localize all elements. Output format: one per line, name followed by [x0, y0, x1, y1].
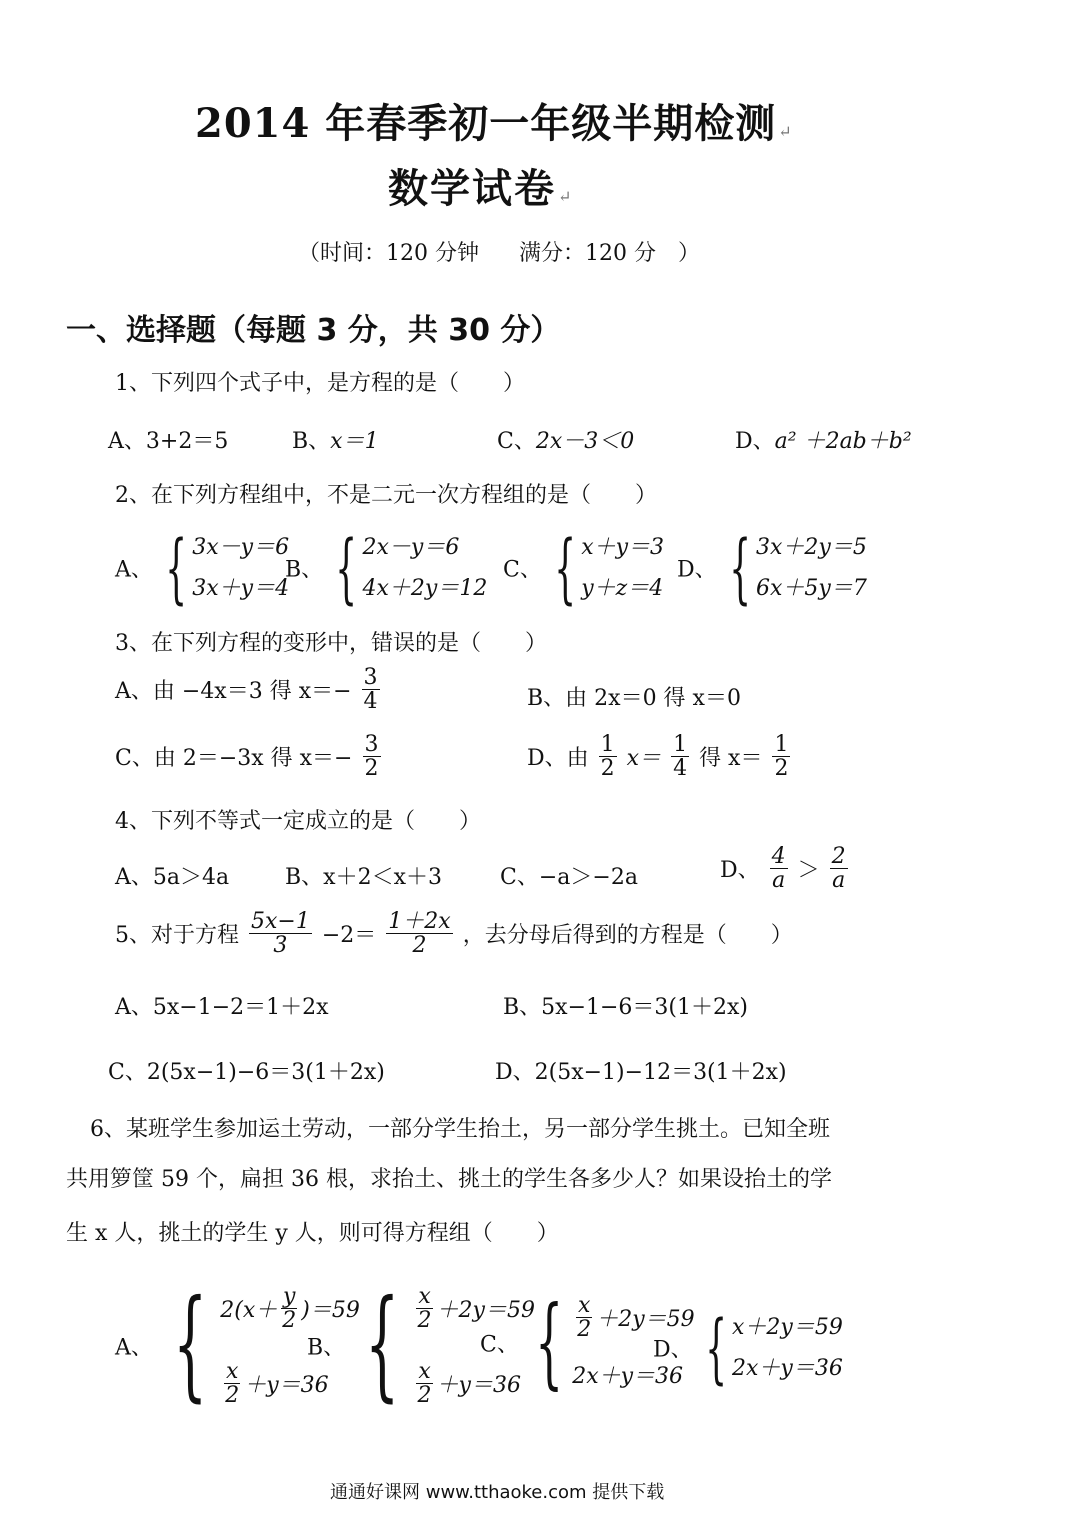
q3-option-d: D、由 $\frac{1}{2}$ x＝ $\frac{1}{4}$ 得 x＝ $\frac{1}{2}$: [527, 732, 789, 782]
q6-option-a: A、 { 2(x＋ $\frac{y}{2}$ )＝59 $\frac{x}{2}$ ＋y＝36: [115, 1275, 360, 1414]
return-mark: ↵: [558, 187, 574, 206]
q3-option-a: A、由 −4x＝3 得 x＝− $\frac{3}{4}$: [115, 665, 378, 715]
exam-full-score: 满分：120 分 ）: [519, 241, 700, 266]
q2-option-c: C、 { x＋y＝3 y＋z＝4: [503, 523, 665, 612]
q4-option-b: B、x＋2＜x＋3: [285, 865, 442, 890]
question-4-stem: 4、下列不等式一定成立的是（ ）: [115, 809, 481, 834]
equation-system: { 3x＋2y＝5 6x＋5y＝7: [728, 523, 867, 612]
exam-title-line2: 数学试卷 ↵: [388, 165, 574, 212]
q1-option-c: C、2x－3＜0: [497, 429, 635, 454]
q6-option-b: B、 { $\frac{x}{2}$ ＋2y＝59 $\frac{x}{2}$ ＋y＝36: [307, 1275, 535, 1414]
return-mark: ↵: [778, 122, 793, 141]
equation-system: { $\frac{x}{2}$ ＋2y＝59 2x＋y＝36: [534, 1286, 695, 1400]
q2-option-a: A、 { 3x－y＝6 3x＋y＝4: [115, 523, 290, 612]
q4-option-c: C、−a＞−2a: [500, 865, 638, 890]
equation-system: { 3x－y＝6 3x＋y＝4: [165, 523, 290, 612]
exam-time: （时间：120 分钟: [298, 241, 479, 266]
exam-title-line1: 2014 年春季初一年级半期检测 ↵: [195, 100, 793, 147]
question-5-stem: 5、对于方程 $\frac{5x-1}{3}$ −2＝ $\frac{1+2x}{2}$ ，去分母后得到的方程是（ ）: [115, 909, 793, 959]
q3-option-b: B、由 2x＝0 得 x＝0: [527, 686, 741, 711]
q6-option-c: C、 { $\frac{x}{2}$ ＋2y＝59 2x＋y＝36: [480, 1286, 695, 1400]
question-2-stem: 2、在下列方程组中，不是二元一次方程组的是（ ）: [115, 483, 657, 508]
question-6-line2: 共用箩筐 59 个，扁担 36 根，求抬土、挑土的学生各多少人？如果设抬土的学: [66, 1167, 832, 1192]
q4-option-d: D、 $\frac{4}{a}$ ＞ $\frac{2}{a}$: [720, 844, 846, 894]
q5-option-b: B、5x−1−6＝3(1＋2x): [503, 995, 748, 1020]
question-6-line3: 生 x 人，挑土的学生 y 人，则可得方程组（ ）: [66, 1221, 559, 1246]
q4-option-a: A、5a＞4a: [115, 865, 230, 890]
footer-source: 通通好课网 www.tthaoke.com 提供下载: [330, 1482, 665, 1503]
q1-option-a: A、3+2＝5: [108, 429, 229, 454]
q3-option-c: C、由 2＝−3x 得 x＝− $\frac{3}{2}$: [115, 732, 379, 782]
q2-option-d: D、 { 3x＋2y＝5 6x＋5y＝7: [677, 523, 867, 612]
q6-option-d: D、 { x＋2y＝59 2x＋y＝36: [653, 1303, 843, 1392]
equation-system: { 2x－y＝6 4x＋2y＝12: [335, 523, 488, 612]
q1-option-d: D、a² ＋2ab＋b²: [735, 429, 912, 454]
q5-option-c: C、2(5x−1)−6＝3(1＋2x): [108, 1060, 385, 1085]
equation-system: { x＋y＝3 y＋z＝4: [554, 523, 665, 612]
q2-option-b: B、 { 2x－y＝6 4x＋2y＝12: [285, 523, 488, 612]
q5-option-d: D、2(5x−1)−12＝3(1＋2x): [495, 1060, 787, 1085]
question-1-stem: 1、下列四个式子中，是方程的是（ ）: [115, 371, 525, 396]
question-6-line1: 6、某班学生参加运土劳动，一部分学生抬土，另一部分学生挑土。已知全班: [90, 1117, 830, 1142]
question-3-stem: 3、在下列方程的变形中，错误的是（ ）: [115, 631, 547, 656]
section-heading: 一、选择题（每题 3 分，共 30 分）: [66, 313, 561, 348]
equation-system: { 2(x＋ $\frac{y}{2}$ )＝59 $\frac{x}{2}$ ＋y＝36: [172, 1275, 360, 1414]
equation-system: { x＋2y＝59 2x＋y＝36: [704, 1303, 843, 1392]
exam-info: [298, 236, 700, 267]
equation-system: { $\frac{x}{2}$ ＋2y＝59 $\frac{x}{2}$ ＋y＝36: [365, 1275, 535, 1414]
q5-option-a: A、5x−1−2＝1＋2x: [115, 995, 329, 1020]
q1-option-b: B、x＝1: [292, 429, 379, 454]
